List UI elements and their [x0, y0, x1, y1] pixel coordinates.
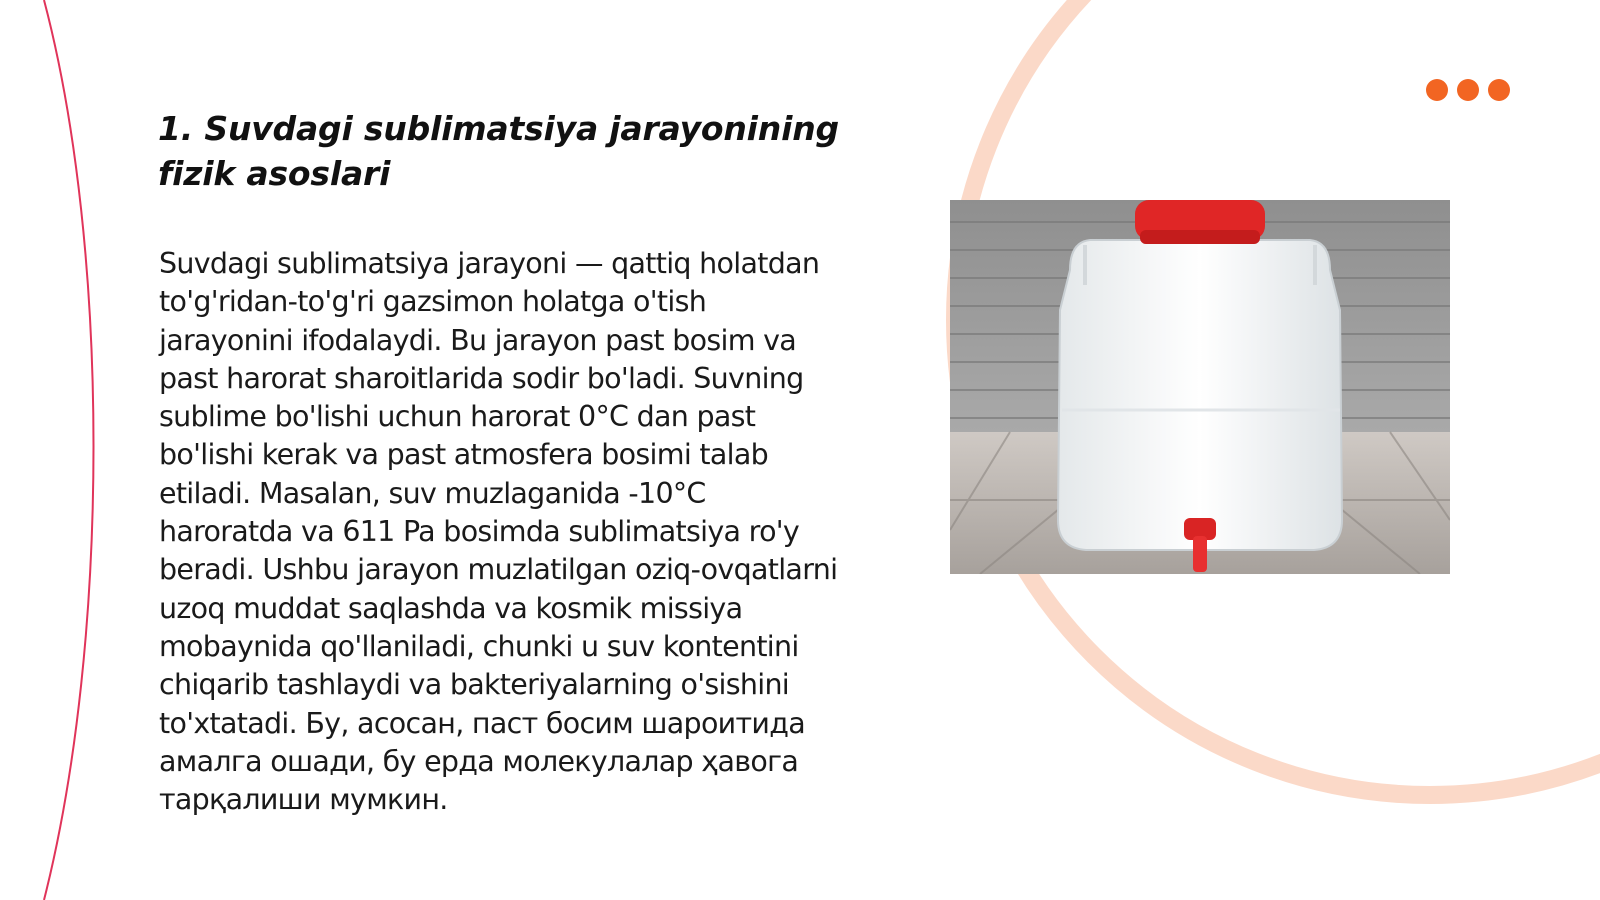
menu-dots-icon [1426, 79, 1512, 101]
slide-title: 1. Suvdagi sublimatsiya jarayonining fizik asoslari [158, 109, 839, 193]
dot-icon [1488, 79, 1510, 101]
left-red-curve [44, 0, 94, 900]
dot-icon [1426, 79, 1448, 101]
dot-icon [1457, 79, 1479, 101]
canister-photo [950, 200, 1450, 574]
water-canister-photo-icon [950, 200, 1450, 574]
slide-body-text: Suvdagi sublimatsiya jarayoni — qattiq holatdan to'g'ridan-to'g'ri gazsimon holatga o'tish jarayonini ifodalaydi. Bu jarayon past bosim va past harorat sharoitlarida sodir bo'ladi. Suvning sublime bo'lishi uchun harorat 0°C dan past bo'lishi kerak va past atmosfera bosimi talab etiladi. Masalan, suv muzlaganida -10°C haroratda va 611 Pa bosimda sublimatsiya ro'y beradi. Ushbu jarayon muzlatilgan oziq-ovqatlarni uzoq muddat saqlashda va kosmik missiya mobaynida qo'llaniladi, chunki u suv kontentini chiqarib tashlaydi va bakteriyalarning o'sishini to'xtatadi. Бу, асосан, паст босим шароитида амалга ошади, бу ерда молекулалар ҳавога тарқалиши мумкин. [159, 247, 838, 817]
